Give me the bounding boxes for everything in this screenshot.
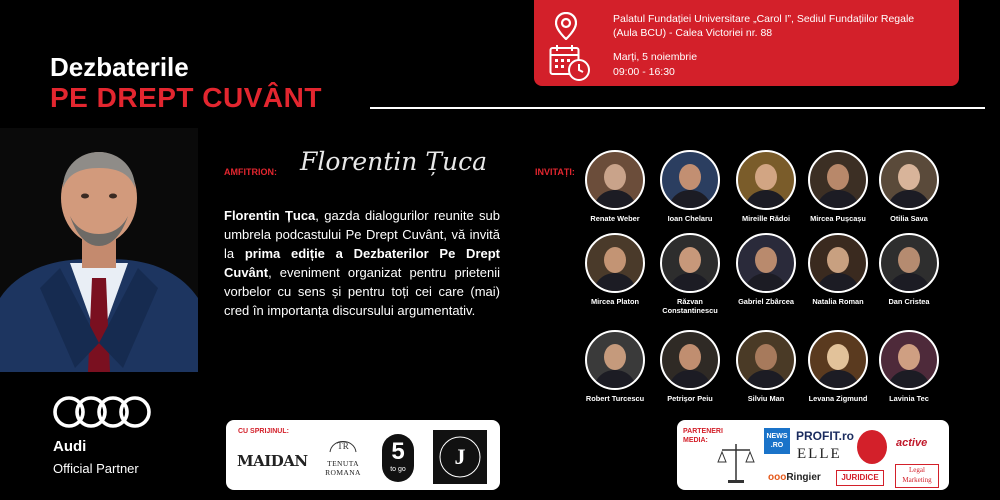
guest-card: [575, 150, 655, 223]
guest-avatar: [660, 233, 720, 293]
description-text-1: , gazda dialogurilor reunite sub umbrela podcastului Pe Drept Cuvânt, vă invită la: [224, 208, 501, 261]
guest-avatar: [585, 330, 645, 390]
description-highlight: prima ediție a Dezbaterilor Pe Drept Cuvânt: [224, 246, 501, 280]
location-line2: (Aula BCU) - Calea Victoriei nr. 88: [613, 27, 773, 39]
guest-avatar: [879, 150, 939, 210]
guest-name: Mireille Rădoi: [741, 214, 791, 223]
guest-card: [726, 150, 806, 223]
event-title-line1: Dezbaterile: [50, 52, 189, 82]
guest-name: Petrișor Peiu: [667, 394, 713, 403]
guest-name: Lavinia Tec: [889, 394, 929, 403]
guest-card: [869, 150, 949, 223]
guest-card: [798, 233, 878, 306]
guest-name: Răzvan Constantinescu: [662, 297, 718, 315]
event-time: 09:00 - 16:30: [613, 66, 675, 78]
5-to-go-number: 5: [391, 438, 405, 465]
host-name: Florentin Țuca: [224, 208, 316, 223]
event-location: [613, 12, 953, 40]
justice-scales-icon: [716, 440, 756, 486]
guest-avatar: [879, 330, 939, 390]
host-description: [224, 206, 500, 320]
audi-rings-logo: [52, 395, 152, 429]
drunken-lords-logo: [433, 430, 487, 484]
guest-name: Ioan Chelaru: [667, 214, 713, 223]
news-sub-text: .RO: [770, 442, 784, 449]
tenuta-label: TENUTA ROMANA: [325, 459, 361, 477]
guests-label: INVITAȚI:: [535, 167, 575, 177]
red-magazine-logo: [857, 430, 887, 464]
guest-name: Mircea Platon: [590, 297, 640, 306]
guest-avatar: [660, 330, 720, 390]
guest-avatar: [585, 233, 645, 293]
guest-card: [798, 330, 878, 403]
host-label: AMFITRION:: [224, 167, 277, 177]
media-label-line2: MEDIA:: [683, 437, 708, 444]
active-logo: active: [896, 437, 928, 449]
partner-role: Official Partner: [53, 461, 139, 476]
guest-avatar: [808, 330, 868, 390]
ringier-logo: oooRingier: [768, 472, 821, 483]
host-signature: Florentin Țuca: [300, 147, 488, 176]
guest-name: Levana Zigmund: [808, 394, 868, 403]
media-label-line1: PARTENERI: [683, 428, 723, 435]
event-datetime: [613, 50, 697, 80]
calendar-clock-icon: [549, 44, 591, 82]
guest-card: [869, 330, 949, 403]
profit-ro-logo: PROFIT.ro: [796, 429, 855, 443]
guest-card: [798, 150, 878, 223]
juridice-logo: JURIDICE: [836, 470, 884, 486]
sponsors-label: CU SPRIJINUL:: [238, 428, 289, 435]
guest-avatar: [736, 150, 796, 210]
location-pin-icon: [555, 12, 577, 40]
event-date: Marți, 5 noiembrie: [613, 51, 698, 63]
drunken-monogram: J: [454, 444, 466, 469]
guest-card: [869, 233, 949, 306]
guest-card: [726, 233, 806, 306]
guest-avatar: [879, 233, 939, 293]
news-ro-logo: [764, 428, 790, 454]
guest-card: [575, 233, 655, 306]
guest-name: Silviu Man: [747, 394, 785, 403]
guest-card: [650, 233, 730, 315]
5-to-go-text: to go: [390, 466, 406, 473]
divider-line: [370, 107, 985, 109]
tenuta-monogram: TR: [337, 441, 349, 451]
5-to-go-logo: [382, 434, 414, 482]
maidan-logo: MAIDAN: [237, 452, 308, 470]
host-portrait: [0, 128, 198, 372]
guest-card: [575, 330, 655, 403]
guest-card: [650, 330, 730, 403]
guest-name: Otilia Sava: [890, 214, 928, 223]
event-title-line2: PE DREPT CUVÂNT: [50, 82, 322, 113]
guest-avatar: [808, 150, 868, 210]
guest-name: Gabriel Zbârcea: [738, 297, 794, 306]
guest-name: Natalia Roman: [812, 297, 864, 306]
guest-avatar: [808, 233, 868, 293]
guest-name: Renate Weber: [590, 214, 640, 223]
elle-logo: ELLE: [797, 446, 842, 462]
location-line1: Palatul Fundației Universitare „Carol I”, Sediul Fundațiilor Regale: [613, 13, 915, 25]
guest-name: Robert Turcescu: [585, 394, 645, 403]
guest-card: [650, 150, 730, 223]
description-text-2: , eveniment organizat pentru prietenii vorbelor cu sens și pentru toți cei care (mai) cred în importanța discursului argumentativ.: [224, 265, 500, 318]
legal-marketing-logo: Legal Marketing: [895, 464, 939, 488]
ringier-text: Ringier: [786, 472, 821, 483]
partner-brand: Audi: [53, 438, 87, 455]
guest-card: [726, 330, 806, 403]
guest-name: Dan Cristea: [888, 297, 930, 306]
guest-avatar: [585, 150, 645, 210]
guest-avatar: [736, 233, 796, 293]
news-text: NEWS: [766, 433, 788, 440]
tenuta-romana-logo: [310, 432, 376, 477]
guest-name: Mircea Pușcașu: [810, 214, 866, 223]
guest-avatar: [736, 330, 796, 390]
guest-avatar: [660, 150, 720, 210]
